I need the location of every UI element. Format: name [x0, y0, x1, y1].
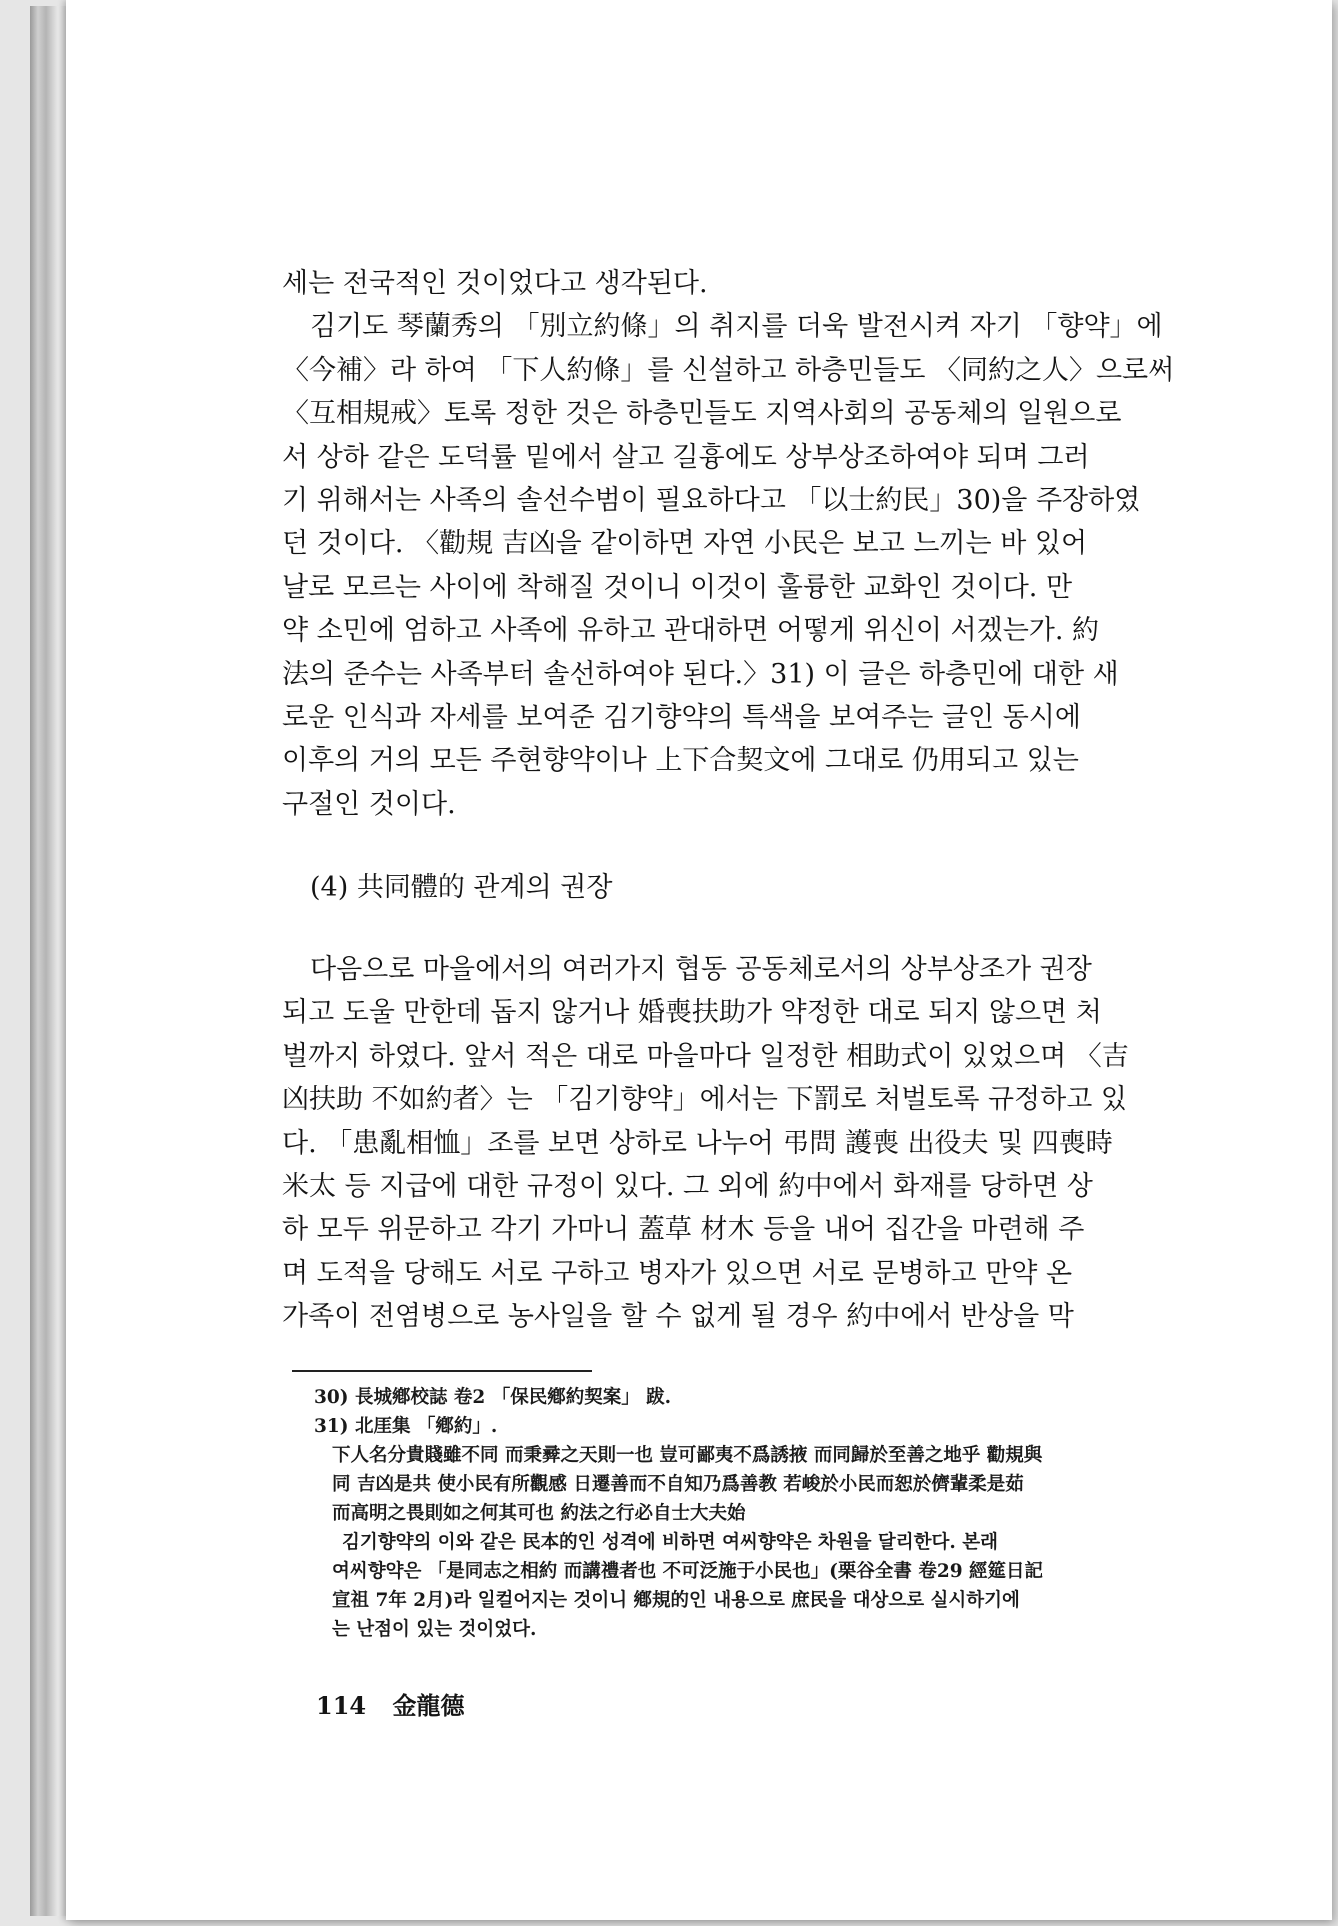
section-heading: (4) 共同體的 관계의 권장	[310, 872, 613, 903]
footnote-note-line: 김기향약의 이와 같은 民本的인 성격에 비하면 여씨향약은 차원을 달리한다. 본래	[342, 1532, 999, 1553]
text-line: 〈今補〉라 하여 「下人約條」를 신설하고 하층민들도 〈同約之人〉으로써	[282, 354, 1175, 386]
body-text-top	[282, 262, 1252, 826]
text-line: 서 상하 같은 도덕률 밑에서 살고 길흉에도 상부상조하여야 되며 그러	[282, 441, 1090, 473]
footnote-31: 31) 北厓集 「鄕約」.	[314, 1416, 498, 1437]
text-line: 되고 도울 만한데 돕지 않거나 婚喪扶助가 약정한 대로 되지 않으면 처	[282, 997, 1102, 1029]
body-text-bottom	[282, 948, 1252, 1339]
text-line: 던 것이다. 〈勸規 吉凶을 같이하면 자연 小民은 보고 느끼는 바 있어	[282, 528, 1088, 560]
text-line: 이후의 거의 모든 주현향약이나 上下合契文에 그대로 仍用되고 있는	[282, 745, 1079, 777]
footnotes	[314, 1383, 1274, 1644]
text-line: 김기도 琴蘭秀의 「別立約條」의 취지를 더욱 발전시켜 자기 「향약」에	[310, 311, 1163, 343]
footnote-note-line: 여씨향약은 「是同志之相約 而講禮者也 不可泛施于小民也」(栗谷全書 卷29 經筵日記	[332, 1561, 1044, 1582]
text-line: 가족이 전염병으로 농사일을 할 수 없게 될 경우 約中에서 반상을 막	[282, 1301, 1074, 1333]
page-stack-edge	[30, 6, 70, 1916]
text-line: 로운 인식과 자세를 보여준 김기향약의 특색을 보여주는 글인 동시에	[282, 701, 1081, 733]
page-footer	[316, 1686, 464, 1721]
text-line: 凶扶助 不如約者〉는 「김기향약」에서는 下罰로 처벌토록 규정하고 있	[282, 1084, 1127, 1116]
text-line: 며 도적을 당해도 서로 구하고 병자가 있으면 서로 문병하고 만약 온	[282, 1257, 1073, 1289]
text-line: 다. 「患亂相恤」조를 보면 상하로 나누어 弔問 護喪 出役夫 및 四喪時	[282, 1127, 1113, 1159]
text-line: 구절인 것이다.	[282, 788, 456, 820]
page-number: 114	[316, 1691, 367, 1720]
text-line: 〈互相規戒〉토록 정한 것은 하층민들도 지역사회의 공동체의 일원으로	[282, 398, 1122, 430]
text-line: 벌까지 하였다. 앞서 적은 대로 마을마다 일정한 相助式이 있었으며 〈吉	[282, 1040, 1129, 1072]
footnote-30: 30) 長城鄕校誌 卷2 「保民鄕約契案」 跋.	[314, 1387, 672, 1408]
text-line: 法의 준수는 사족부터 솔선하여야 된다.〉31) 이 글은 하층민에 대한 새	[282, 658, 1119, 690]
text-line: 날로 모르는 사이에 착해질 것이니 이것이 훌륭한 교화인 것이다. 만	[282, 571, 1073, 603]
document-page	[66, 0, 1332, 1920]
text-line: 세는 전국적인 것이었다고 생각된다.	[282, 268, 708, 299]
footnote-divider	[292, 1370, 592, 1372]
footnote-quote-line: 下人名分貴賤雖不同 而秉彛之天則一也 豈可鄙夷不爲誘掖 而同歸於至善之地乎 勸規與	[332, 1445, 1043, 1466]
text-line: 기 위해서는 사족의 솔선수범이 필요하다고 「以士約民」30)을 주장하였	[282, 484, 1141, 516]
footnote-note-line: 는 난점이 있는 것이었다.	[332, 1619, 537, 1640]
text-line: 하 모두 위문하고 각기 가마니 蓋草 材木 등을 내어 집간을 마련해 주	[282, 1214, 1085, 1246]
footnote-quote-line: 而高明之畏則如之何其可也 約法之行必自士大夫始	[332, 1503, 746, 1524]
text-line: 米太 등 지급에 대한 규정이 있다. 그 외에 約中에서 화재를 당하면 상	[282, 1170, 1093, 1202]
text-line: 약 소민에 엄하고 사족에 유하고 관대하면 어떻게 위신이 서겠는가. 約	[282, 615, 1100, 647]
text-line: 다음으로 마을에서의 여러가지 협동 공동체로서의 상부상조가 권장	[310, 954, 1092, 985]
footnote-quote-line: 同 吉凶是共 使小民有所觀感 日遷善而不自知乃爲善教 若峻於小民而恕於儕輩柔是茹	[332, 1474, 1024, 1495]
author-name: 金龍德	[392, 1691, 465, 1720]
footnote-note-line: 宣祖 7年 2月)라 일컬어지는 것이니 鄕規的인 내용으로 庶民을 대상으로 실시하기에	[332, 1590, 1020, 1611]
